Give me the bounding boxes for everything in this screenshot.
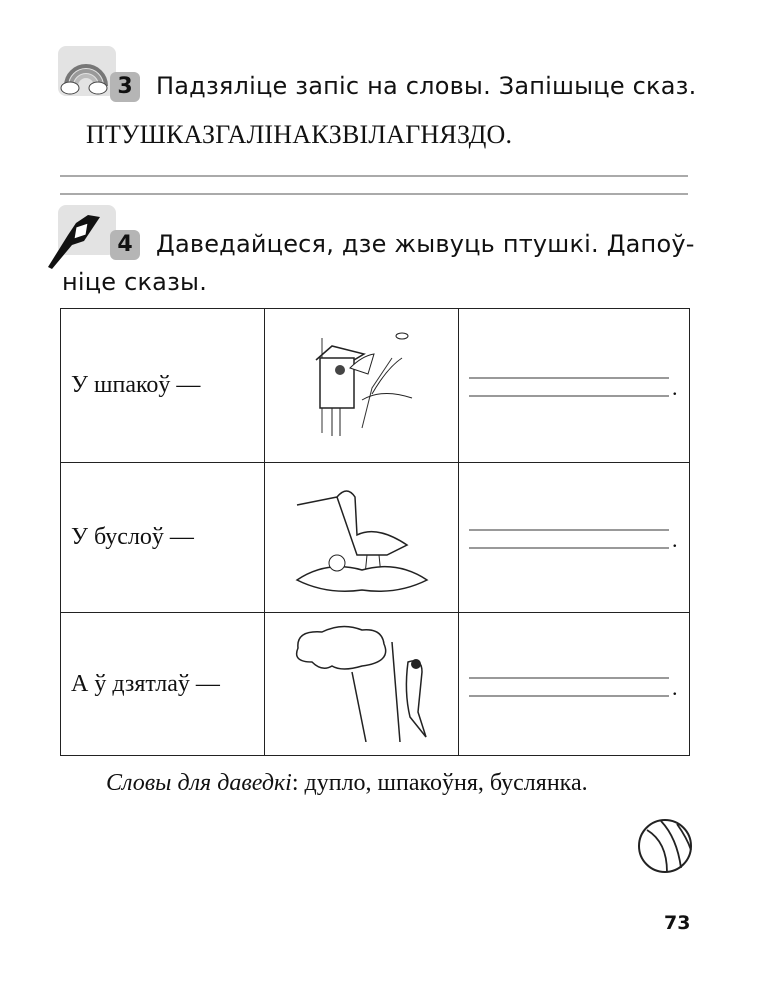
- answer-line[interactable]: [469, 377, 669, 379]
- birdhouse-starling-illustration: [265, 309, 459, 463]
- task-3-puzzle: ПТУШКАЗГАЛІНАКЗВІЛАГНЯЗДО.: [86, 120, 513, 149]
- period: .: [672, 527, 678, 552]
- stork-nest-illustration: [265, 463, 459, 613]
- birds-homes-table: [60, 308, 690, 756]
- hint-list: : дупло, шпакоўня, буслянка.: [291, 770, 588, 796]
- answer-line[interactable]: [469, 695, 669, 697]
- page-number: 73: [664, 912, 691, 934]
- hint-words: [106, 770, 588, 797]
- row-label: У шпакоў —: [61, 309, 265, 463]
- answer-cell[interactable]: [459, 463, 690, 613]
- table-row: [61, 613, 690, 756]
- period: .: [672, 375, 678, 400]
- answer-line[interactable]: [469, 547, 669, 549]
- task-4-instruction-line2: ніце сказы.: [62, 268, 208, 296]
- task-4-instruction-line1: Даведайцеся, дзе жывуць птушкі. Дапоў-: [156, 230, 695, 258]
- table-row: [61, 463, 690, 613]
- woodpecker-tree-illustration: [265, 613, 459, 756]
- hint-label: Словы для даведкі: [106, 770, 292, 796]
- rainbow-icon: [58, 46, 116, 96]
- task-3-instruction: Падзяліце запіс на словы. Запішыце сказ.: [156, 72, 697, 100]
- writing-line[interactable]: [60, 175, 688, 177]
- period: .: [672, 675, 678, 700]
- row-label: А ў дзятлаў —: [61, 613, 265, 756]
- task-3-number: 3: [110, 72, 140, 102]
- answer-line[interactable]: [469, 677, 669, 679]
- ball-icon: [637, 818, 693, 879]
- answer-cell[interactable]: [459, 309, 690, 463]
- answer-cell[interactable]: [459, 613, 690, 756]
- row-label: У буслоў —: [61, 463, 265, 613]
- answer-line[interactable]: [469, 395, 669, 397]
- answer-line[interactable]: [469, 529, 669, 531]
- magpie-icon: [58, 205, 116, 255]
- writing-line[interactable]: [60, 193, 688, 195]
- task-4-number: 4: [110, 230, 140, 260]
- table-row: [61, 309, 690, 463]
